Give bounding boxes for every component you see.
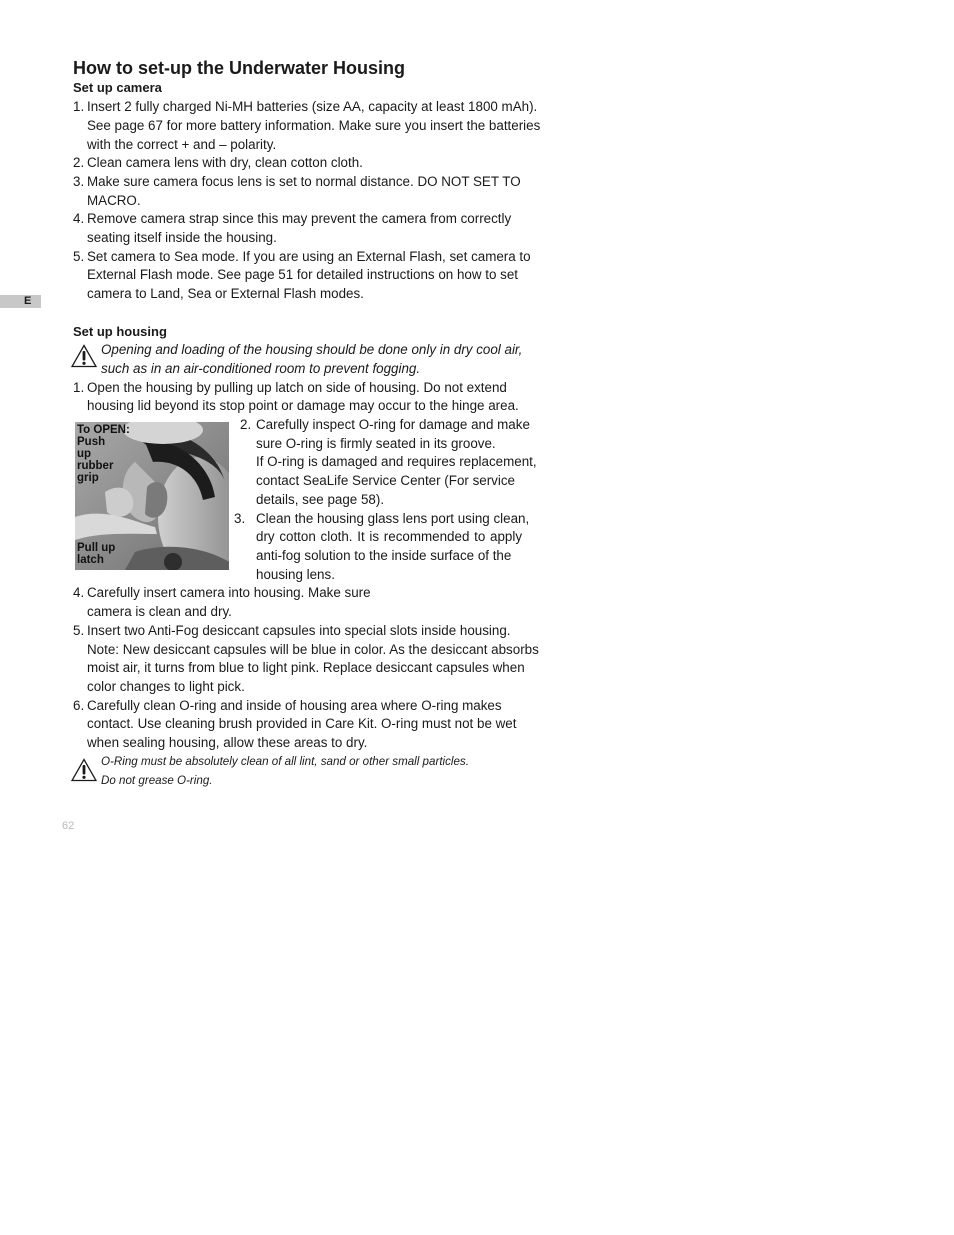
step-number: 1.	[73, 380, 85, 395]
step-number: 4.	[73, 211, 85, 226]
step-line: anti-fog solution to the inside surface of the	[256, 548, 512, 563]
page-title: How to set-up the Underwater Housing	[73, 58, 406, 78]
step-line: when sealing housing, allow these areas to dry.	[87, 735, 368, 750]
step-line: External Flash mode. See page 51 for detailed instructions on how to set	[87, 267, 518, 282]
language-tab-label: E	[24, 295, 32, 307]
warning-text: such as in an air-conditioned room to prevent fogging.	[101, 361, 421, 376]
step-line: contact SeaLife Service Center (For service	[256, 473, 515, 488]
step-line: If O-ring is damaged and requires replacement,	[256, 454, 537, 469]
step-line: Insert 2 fully charged Ni-MH batteries (size AA, capacity at least 1800 mAh).	[87, 99, 538, 114]
step-line: Open the housing by pulling up latch on side of housing. Do not extend	[87, 380, 507, 395]
step-line: housing lens.	[256, 567, 335, 582]
step-line: dry cotton cloth. It is recommended to apply	[256, 529, 523, 544]
photo-caption: To OPEN:	[77, 424, 130, 436]
step-number: 3.	[234, 511, 246, 526]
step-number: 5.	[73, 623, 85, 638]
step-line: Insert two Anti-Fog desiccant capsules into special slots inside housing.	[87, 623, 511, 638]
housing-photo	[75, 422, 229, 570]
page-number: 62	[62, 820, 75, 832]
step-number: 1.	[73, 99, 85, 114]
step-line: Carefully clean O-ring and inside of housing area where O-ring makes	[87, 698, 502, 713]
step-number: 2.	[240, 417, 252, 432]
step-line: See page 67 for more battery information. Make sure you insert the batteries	[87, 118, 541, 133]
warning-icon	[71, 344, 97, 368]
photo-caption: Pull up	[77, 542, 116, 554]
step-number: 2.	[73, 155, 85, 170]
warning-text: Do not grease O-ring.	[101, 774, 213, 787]
warning-text: O-Ring must be absolutely clean of all lint, sand or other small particles.	[101, 755, 469, 768]
photo-caption: grip	[77, 472, 99, 484]
step-line: with the correct + and – polarity.	[87, 137, 277, 152]
step-line: Clean the housing glass lens port using clean,	[256, 511, 530, 526]
photo-caption: rubber	[77, 460, 114, 472]
step-number: 4.	[73, 585, 85, 600]
step-line: Carefully inspect O-ring for damage and make	[256, 417, 530, 432]
language-tab	[0, 295, 41, 308]
step-line: MACRO.	[87, 193, 141, 208]
step-line: camera is clean and dry.	[87, 604, 232, 619]
step-line: Clean camera lens with dry, clean cotton cloth.	[87, 155, 363, 170]
step-line: color changes to light pick.	[87, 679, 245, 694]
step-line: details, see page 58).	[256, 492, 385, 507]
photo-caption: Push	[77, 436, 106, 448]
step-line: Make sure camera focus lens is set to normal distance. DO NOT SET TO	[87, 174, 521, 189]
photo-caption: latch	[77, 554, 104, 566]
step-line: contact. Use cleaning brush provided in Care Kit. O-ring must not be wet	[87, 716, 517, 731]
step-line: moist air, it turns from blue to light pink. Replace desiccant capsules when	[87, 660, 525, 675]
step-line: camera to Land, Sea or External Flash modes.	[87, 286, 364, 301]
step-number: 6.	[73, 698, 85, 713]
warning-icon	[71, 758, 97, 782]
step-line: housing lid beyond its stop point or damage may occur to the hinge area.	[87, 398, 519, 413]
step-line: Note: New desiccant capsules will be blue in color. As the desiccant absorbs	[87, 642, 539, 657]
step-number: 5.	[73, 249, 85, 264]
step-line: Carefully insert camera into housing. Make sure	[87, 585, 371, 600]
step-line: Remove camera strap since this may prevent the camera from correctly	[87, 211, 512, 226]
step-line: sure O-ring is firmly seated in its groove.	[256, 436, 496, 451]
warning-text: Opening and loading of the housing should be done only in dry cool air,	[101, 342, 523, 357]
step-line: Set camera to Sea mode. If you are using an External Flash, set camera to	[87, 249, 531, 264]
step-line: seating itself inside the housing.	[87, 230, 277, 245]
camera-heading: Set up camera	[73, 80, 162, 95]
photo-caption: up	[77, 448, 92, 460]
housing-heading: Set up housing	[73, 324, 167, 339]
step-number: 3.	[73, 174, 85, 189]
